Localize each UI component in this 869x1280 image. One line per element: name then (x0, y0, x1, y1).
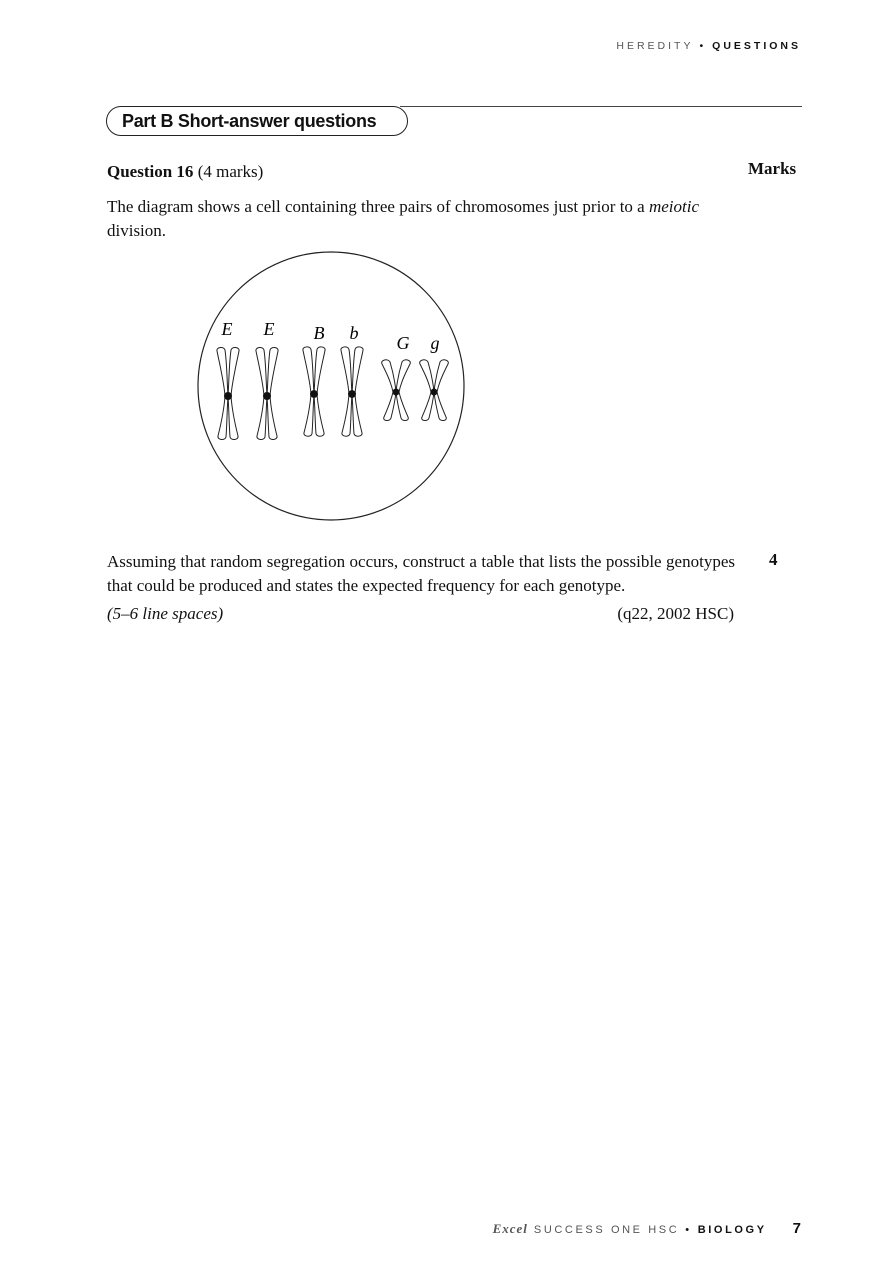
cell-membrane (198, 252, 464, 520)
allele-label-g: g (430, 333, 440, 353)
footer-series: SUCCESS ONE HSC (533, 1224, 680, 1236)
chromosome-G (382, 360, 411, 421)
marks-column-heading: Marks (748, 159, 797, 178)
allele-label-E-2: E (263, 319, 275, 339)
running-head-separator: • (699, 40, 707, 52)
footer-brand: Excel (492, 1221, 528, 1236)
chromosome-g (420, 360, 449, 421)
answer-line-spaces: (5–6 line spaces) (107, 604, 224, 623)
stem-emphasis: meiotic (648, 197, 700, 216)
page-footer (493, 1220, 801, 1237)
header-rule (400, 106, 802, 107)
question-task: Assuming that random segregation occurs, construct a table that lists the possible genotypes that could be produced and states the expected frequency for each genotype. (107, 552, 735, 595)
allele-label-E-1: E (221, 319, 233, 339)
question-label: Question 16 (107, 162, 194, 181)
chromosome-B (303, 347, 325, 436)
question-source: (q22, 2002 HSC) (617, 604, 734, 623)
task-marks: 4 (769, 550, 778, 569)
stem-text-before: The diagram shows a cell containing three pairs of chromosomes just prior to a (107, 197, 649, 216)
allele-label-b: b (349, 323, 359, 343)
question-stem (107, 195, 739, 243)
footer-subject: BIOLOGY (697, 1224, 767, 1236)
page-number: 7 (792, 1220, 801, 1237)
allele-label-G: G (396, 333, 410, 353)
footer-separator: • (685, 1224, 692, 1236)
question-marks-note: (4 marks) (197, 162, 264, 181)
cell-diagram (195, 248, 467, 522)
running-head (616, 40, 801, 52)
running-head-chapter: QUESTIONS (712, 40, 801, 52)
running-head-section: HEREDITY (616, 40, 694, 52)
chromosome-E-1 (217, 347, 239, 439)
chromosome-E-2 (256, 347, 278, 439)
stem-text-after: division. (107, 221, 167, 240)
allele-label-B: B (313, 323, 325, 343)
part-title: Part B Short-answer questions (106, 106, 408, 136)
chromosome-b (341, 347, 363, 436)
question-heading (107, 162, 263, 182)
